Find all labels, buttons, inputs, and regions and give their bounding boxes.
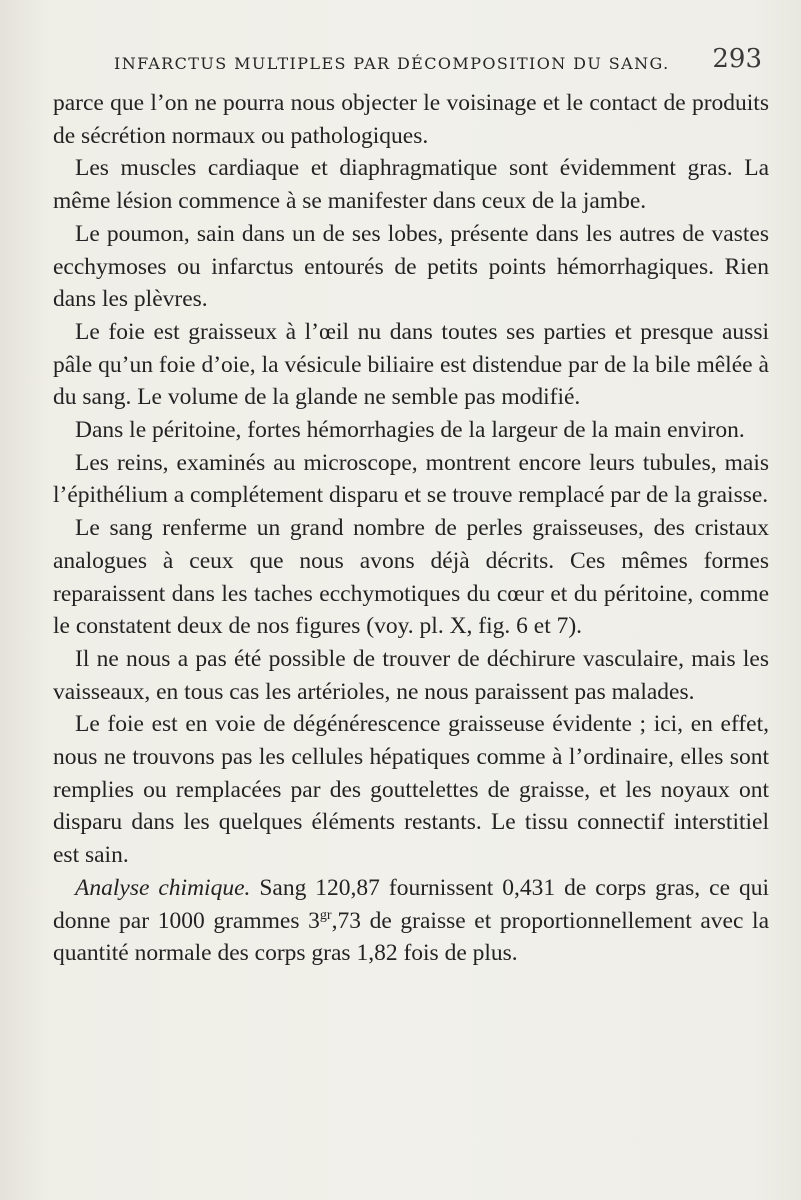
paragraph-analyse-chimique [53, 872, 769, 970]
paragraph-foie-degenerescence: Le foie est en voie de dégénérescence graisseuse évidente ; ici, en effet, nous ne trouvons pas les cellules hépatiques comme à l’ordinaire, elles sont remplies ou remplacées par des gouttelettes de graisse, et les noyaux ont disparu dans les quelques éléments restants. Le tissu connectif interstitiel est sain. [53, 711, 769, 869]
paragraph-sang: Le sang renferme un grand nombre de perles graisseuses, des cristaux analogues à ceux que nous avons déjà décrits. Ces mêmes formes reparaissent dans les taches ecchymotiques du cœur et du péritoine, comme le constatent deux de nos figures (voy. pl. X, fig. 6 et 7). [53, 515, 769, 640]
analysis-heading: Analyse chimique. [75, 874, 251, 901]
page-number: 293 [712, 44, 762, 74]
paragraph-muscles: Les muscles cardiaque et diaphragmatique sont évidemment gras. La même lésion commence à se manifester dans ceux de la jambe. [53, 155, 769, 215]
paragraph-vaisseaux: Il ne nous a pas été possible de trouver de déchirure vasculaire, mais les vaisseaux, en tous cas les artérioles, ne nous paraissent pas malades. [53, 645, 769, 705]
body-text [53, 87, 769, 970]
page-header [114, 44, 774, 84]
analysis-text-after: ,73 de graisse et proportionnellement avec la quantité normale des corps gras 1,82 fois de plus. [53, 907, 770, 967]
paragraph-peritoine: Dans le péritoine, fortes hémorrhagies de la largeur de la main environ. [75, 417, 745, 444]
analysis-unit-superscript: gr [319, 906, 332, 923]
analysis-text-before: Sang 120,87 fournissent 0,431 de corps gras, ce qui donne par 1000 grammes 3 [53, 874, 769, 934]
paragraph-poumon: Le poumon, sain dans un de ses lobes, présente dans les autres de vastes ecchymoses ou infarctus entourés de petits points hémorrhagiques. Rien dans les plèvres. [53, 220, 769, 313]
paragraph-continuation: parce que l’on ne pourra nous objecter le voisinage et le contact de produits de sécrétion normaux ou pathologiques. [53, 90, 769, 149]
paragraph-foie: Le foie est graisseux à l’œil nu dans toutes ses parties et presque aussi pâle qu’un foie d’oie, la vésicule biliaire est distendue par de la bile mêlée à du sang. Le volume de la glande ne semble pas modifié. [53, 318, 769, 411]
running-title: INFARCTUS MULTIPLES PAR DÉCOMPOSITION DU SANG. [114, 54, 670, 73]
paragraph-reins: Les reins, examinés au microscope, montrent encore leurs tubules, mais l’épithélium a complétement disparu et se trouve remplacé par de la graisse. [53, 449, 769, 509]
